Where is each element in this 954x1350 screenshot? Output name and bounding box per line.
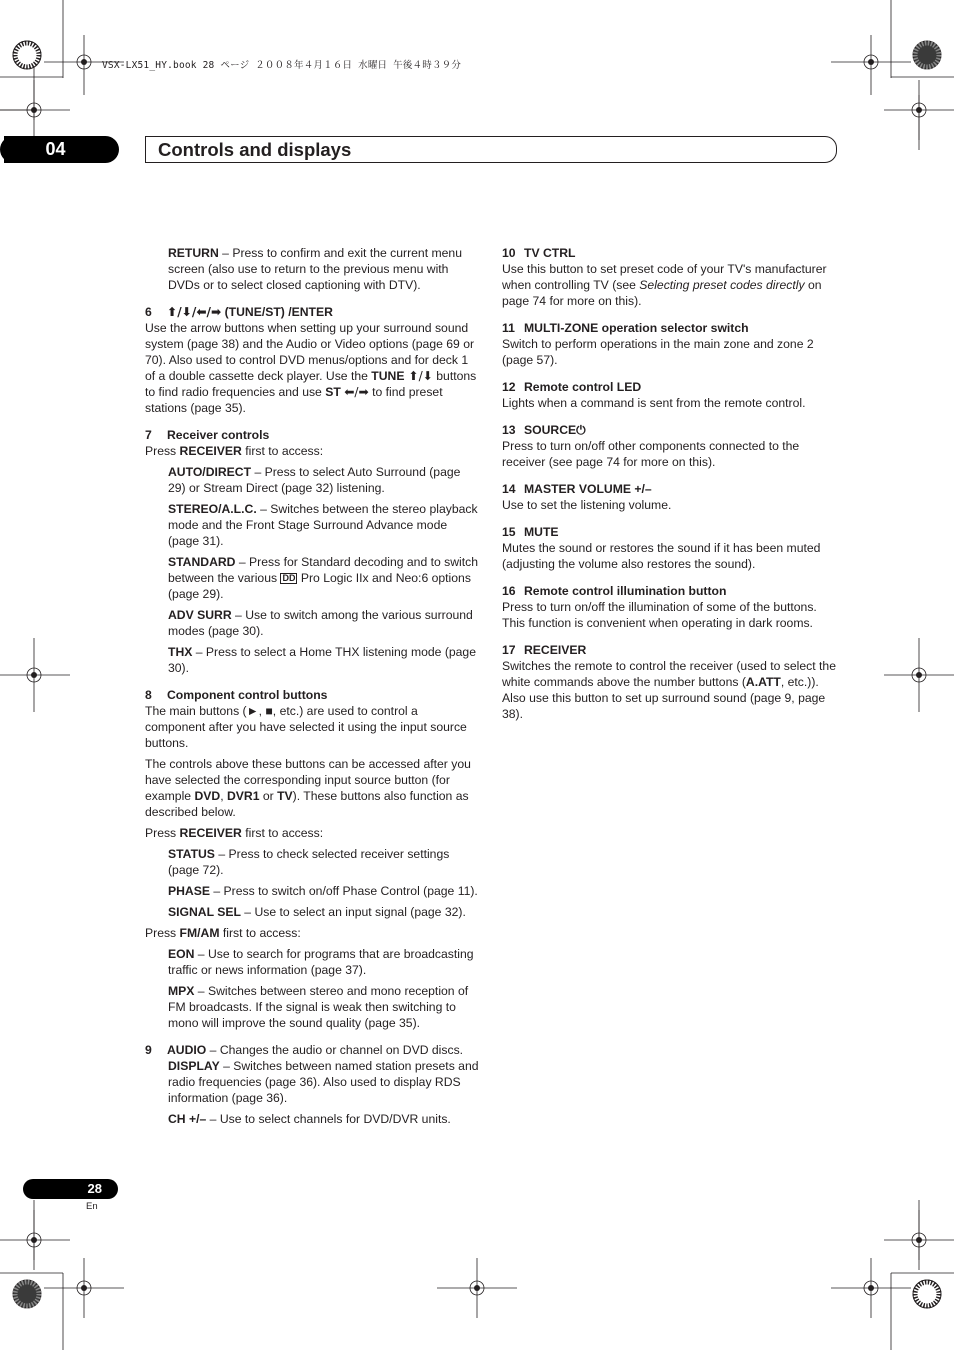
entry-text: – Use to switch among the various surround modes (page 30). (168, 608, 473, 638)
chapter-tab (4, 136, 119, 163)
entry-text: – Switches between stereo and mono reception of FM broadcasts. If the signal is weak then switching to mono will improve the sound quality (page 35). (168, 984, 469, 1030)
entry-display (168, 1058, 479, 1106)
entry-label: STATUS (168, 847, 215, 861)
item-number: 12 (502, 380, 516, 394)
item-7-heading (145, 427, 479, 443)
entry-text: – Switches between named station presets and radio frequencies (page 36). Also used to display RDS information (page 36). (168, 1059, 479, 1105)
item-heading-text: RECEIVER (524, 643, 587, 657)
item-heading-text: MUTE (524, 525, 559, 539)
item-8-press-receiver (145, 825, 479, 841)
item-15-heading (502, 524, 838, 540)
item-14-heading (502, 481, 838, 497)
item-12-heading (502, 379, 838, 395)
return-entry (168, 245, 479, 293)
item-number: 16 (502, 584, 516, 598)
item-6-text (145, 320, 479, 416)
entry-label: THX (168, 645, 193, 659)
item-10-heading (502, 245, 838, 261)
entry-phase (168, 883, 479, 899)
entry-label: PHASE (168, 884, 210, 898)
entry-text: – Switches between the stereo playback mode and the Front Stage Surround Advance mode (page 31). (168, 502, 478, 548)
entry-label: SIGNAL SEL (168, 905, 241, 919)
entry-mpx (168, 983, 479, 1031)
item-number: 13 (502, 423, 516, 437)
aatt-label: A.ATT (745, 675, 781, 689)
item-text-2: , etc.)). Also use this button to set up surround sound (page 9, page 38). (502, 675, 826, 721)
press-key: FM/AM (179, 926, 220, 940)
press-key: RECEIVER (179, 444, 242, 458)
tune-label: TUNE (371, 369, 405, 383)
entry-text: – Press to check selected receiver settings (page 72). (168, 847, 450, 877)
item-number: 14 (502, 482, 516, 496)
dvr1-label: DVR1 (226, 789, 260, 803)
entry-stereo-alc (168, 501, 479, 549)
item-13-heading (502, 422, 838, 438)
item-17-heading (502, 642, 838, 658)
item-6-heading (145, 304, 479, 320)
entry-auto-direct (168, 464, 479, 496)
press-prefix: Press (145, 926, 180, 940)
item-6-text-2: buttons to find radio frequencies and use (145, 369, 477, 399)
entry-label: CH +/– (168, 1112, 207, 1126)
page-language: En (86, 1201, 98, 1212)
chapter-number: 04 (45, 139, 66, 159)
item-number: 8 (145, 688, 152, 702)
chapter-title: Controls and displays (158, 139, 352, 160)
entry-label: MPX (168, 984, 195, 998)
item-heading-text: Remote control LED (524, 380, 642, 394)
entry-ch (168, 1111, 479, 1127)
item-number: 11 (502, 321, 515, 335)
page-number: 28 (87, 1181, 102, 1196)
item-number: 9 (145, 1043, 152, 1057)
item-8-heading (145, 687, 479, 703)
entry-signal-sel (168, 904, 479, 920)
st-label: ST (325, 385, 341, 399)
audio-label: AUDIO (167, 1043, 207, 1057)
press-suffix: first to access: (241, 444, 324, 458)
item-12-text: Lights when a command is sent from the remote control. (502, 396, 806, 410)
item-8-heading-text: Component control buttons (167, 688, 328, 702)
audio-text: – Changes the audio or channel on DVD discs. (206, 1043, 464, 1057)
item-7-press (145, 443, 479, 459)
right-column (502, 245, 838, 727)
item-heading-text: MULTI-ZONE operation selector switch (524, 321, 749, 335)
press-key: RECEIVER (179, 826, 242, 840)
left-column (145, 245, 479, 1132)
item-text-2: on page 74 for more on this). (502, 278, 822, 308)
dvd-label: DVD (194, 789, 221, 803)
item-8-text-2 (145, 756, 479, 820)
item-15-text: Mutes the sound or restores the sound if it has been muted (adjusting the volume also restores the sound). (502, 541, 821, 571)
entry-status (168, 846, 479, 878)
text-part: ). These buttons also function as described below. (145, 789, 469, 819)
entry-text: – Press for Standard decoding and to switch between the various (168, 555, 479, 585)
arrow-icons: ⬆/⬇/⬅/➡ (167, 305, 222, 319)
item-number: 17 (502, 643, 516, 657)
item-16-text: Press to turn on/off the illumination of some of the buttons. This function is convenient when operating in dark rooms. (502, 600, 817, 630)
separator: or (259, 789, 278, 803)
press-suffix: first to access: (219, 926, 301, 940)
item-italic: Selecting preset codes directly (639, 278, 805, 292)
item-16-heading (502, 583, 838, 599)
item-heading-text: SOURCE⏻ (524, 423, 586, 437)
entry-label: EON (168, 947, 195, 961)
item-number: 6 (145, 305, 152, 319)
text-part: The controls above these buttons can be accessed after you have selected the corresponding input source button (for example (145, 757, 471, 803)
chapter-title-box (145, 136, 837, 163)
item-heading-text: MASTER VOLUME +/– (524, 482, 652, 496)
return-label: RETURN (168, 246, 219, 260)
item-9-heading (145, 1042, 479, 1058)
press-prefix: Press (145, 444, 180, 458)
item-6-heading-text: (TUNE/ST) /ENTER (221, 305, 333, 319)
print-header: VSX-LX51_HY.book 28 ページ ２００８年４月１６日 水曜日 午後４時３９分 (102, 60, 462, 71)
dolby-logo-icon: DD (282, 573, 296, 583)
item-8-text-1: The main buttons (►, ■, etc.) are used to control a component after you have selected it using the input source buttons. (145, 704, 467, 750)
entry-text: – Use to select channels for DVD/DVR units. (206, 1112, 451, 1126)
up-down-arrow-icons: ⬆/⬇ (404, 369, 433, 383)
return-text: – Press to confirm and exit the current menu screen (also use to return to the previous menu with DVDs or to select closed captioning with DTV). (168, 246, 462, 292)
item-number: 15 (502, 525, 516, 539)
item-heading-text: TV CTRL (524, 246, 576, 260)
entry-label: AUTO/DIRECT (168, 465, 252, 479)
entry-label: STEREO/A.L.C. (168, 502, 257, 516)
entry-text-2: Pro Logic IIx and Neo:6 options (page 29). (168, 571, 471, 601)
entry-text: – Use to select an input signal (page 32). (240, 905, 466, 919)
item-8-press-fmam (145, 925, 479, 941)
item-text: Use this button to set preset code of your TV's manufacturer when controlling TV (see (502, 262, 827, 292)
item-heading-text: Remote control illumination button (524, 584, 727, 598)
entry-text: – Press to select Auto Surround (page 29) or Stream Direct (page 32) listening. (168, 465, 461, 495)
entry-adv-surr (168, 607, 479, 639)
item-11-heading (502, 320, 838, 336)
entry-text: – Press to select a Home THX listening mode (page 30). (168, 645, 476, 675)
entry-label: STANDARD (168, 555, 236, 569)
page-number-pill (23, 1179, 118, 1199)
entry-thx (168, 644, 479, 676)
item-number: 7 (145, 428, 152, 442)
item-14-text: Use to set the listening volume. (502, 498, 672, 512)
item-10-text (502, 261, 838, 309)
left-right-arrow-icons: ⬅/➡ (344, 385, 369, 399)
tv-label: TV (277, 789, 293, 803)
separator: , (220, 789, 227, 803)
item-number: 10 (502, 246, 516, 260)
item-7-heading-text: Receiver controls (167, 428, 270, 442)
entry-text: – Press to switch on/off Phase Control (page 11). (210, 884, 478, 898)
entry-eon (168, 946, 479, 978)
entry-text: – Use to search for programs that are broadcasting traffic or news information (page 37). (168, 947, 474, 977)
item-6-text-3: to find preset stations (page 35). (145, 385, 443, 415)
entry-label: ADV SURR (168, 608, 232, 622)
entry-standard (168, 554, 479, 602)
item-13-text: Press to turn on/off other components connected to the receiver (see page 74 for more on this). (502, 439, 800, 469)
item-6-text-1: Use the arrow buttons when setting up your surround sound system (page 38) and the Audio or Video options (page 69 or 70). Also used to control DVD menus/options and for deck 1 of a double cassette deck player. Use the (145, 321, 475, 383)
item-17-text (502, 658, 838, 722)
entry-label: DISPLAY (168, 1059, 220, 1073)
item-11-text: Switch to perform operations in the main zone and zone 2 (page 57). (502, 337, 814, 367)
press-prefix: Press (145, 826, 180, 840)
press-suffix: first to access: (241, 826, 324, 840)
item-text: Switches the remote to control the receiver (used to select the white commands above the number buttons ( (502, 659, 836, 689)
